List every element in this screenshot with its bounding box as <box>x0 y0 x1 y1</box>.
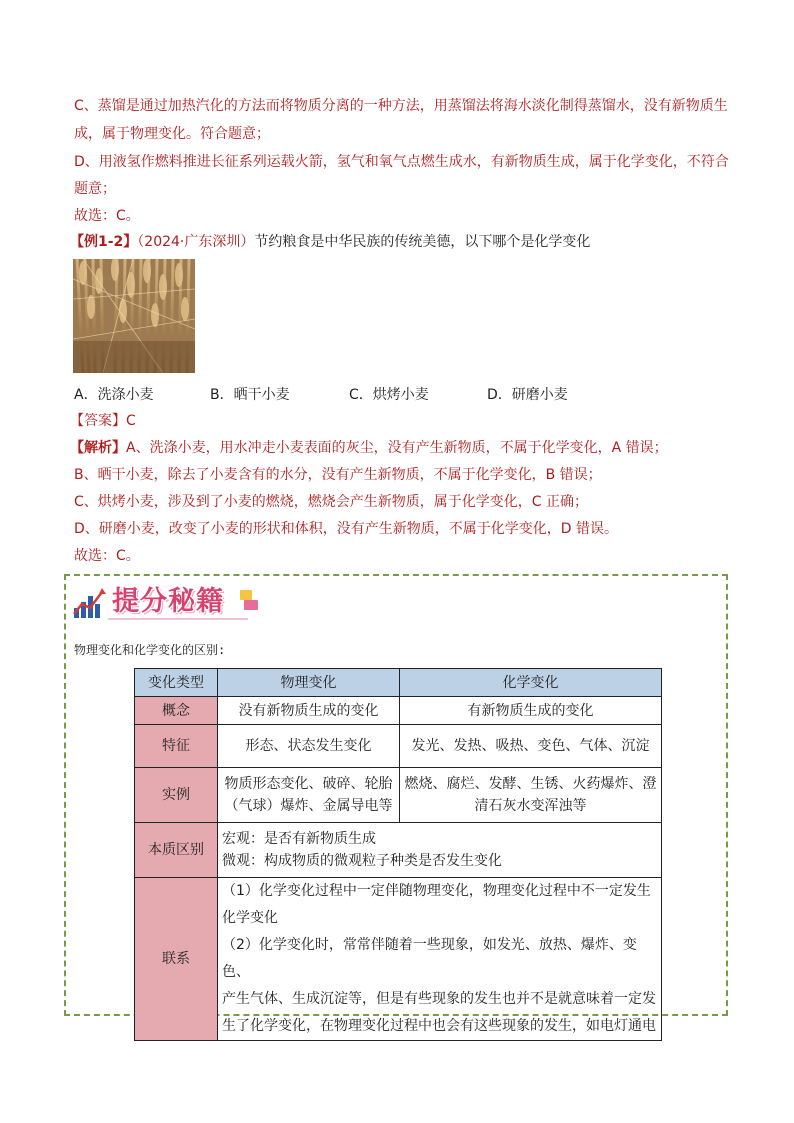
tips-title: 提分秘籍 <box>112 586 224 617</box>
cell-line: 宏观：是否有新物质生成 <box>222 831 376 847</box>
cell-line: 化学变化 <box>222 910 278 926</box>
table-header: 变化类型 <box>135 669 218 697</box>
example-tag: 【例1-2】 <box>70 234 138 250</box>
table-cell: 形态、状态发生变化 <box>218 725 400 768</box>
analysis-d: D、研磨小麦，改变了小麦的形状和体积，没有产生新物质，不属于化学变化，D 错误。 <box>74 521 619 537</box>
table-row <box>135 878 662 1041</box>
answer-d-line1: D、用液氢作燃料推进长征系列运载火箭，氢气和氧气点燃生成水，有新物质生成，属于化学变化，不符合 <box>74 154 729 170</box>
cell-line: 物质形态变化、破碎、轮胎 <box>224 776 393 792</box>
table-row <box>135 697 662 725</box>
cell-line: 燃烧、腐烂、发酵、生锈、火药爆炸、澄 <box>404 776 657 792</box>
option-a: A．洗涤小麦 <box>74 387 154 403</box>
table-header-row <box>135 669 662 697</box>
answer-tag: 【答案】 <box>70 413 126 429</box>
table-header: 化学变化 <box>400 669 662 697</box>
row-label: 联系 <box>135 878 218 1041</box>
option-b: B．晒干小麦 <box>210 387 290 403</box>
answer-value: C <box>126 413 136 429</box>
row-label: 特征 <box>135 725 218 768</box>
answer-line <box>70 412 136 430</box>
table-cell: 没有新物质生成的变化 <box>218 697 400 725</box>
answer-c-line1: C、蒸馏是通过加热汽化的方法而将物质分离的一种方法，用蒸馏法将海水淡化制得蒸馏水，没有新物质生 <box>74 98 728 114</box>
table-cell: 有新物质生成的变化 <box>400 697 662 725</box>
analysis-b: B、晒干小麦，除去了小麦含有的水分，没有产生新物质，不属于化学变化，B 错误； <box>74 467 602 483</box>
answer-c-line2: 成，属于物理变化。符合题意； <box>74 126 270 142</box>
table-cell <box>400 768 662 823</box>
analysis-line-a <box>70 439 668 457</box>
analysis-final: 故选：C。 <box>74 548 140 564</box>
cell-line: 生了化学变化，在物理变化过程中也会有这些现象的发生，如电灯通电 <box>222 1018 656 1034</box>
example-source: （2024·广东深圳） <box>137 234 255 250</box>
analysis-c: C、烘烤小麦，涉及到了小麦的燃烧，燃烧会产生新物质，属于化学变化，C 正确； <box>74 494 588 510</box>
analysis-a: A、洗涤小麦，用水冲走小麦表面的灰尘，没有产生新物质，不属于化学变化，A 错误； <box>126 440 668 456</box>
answer-final-1: 故选：C。 <box>74 208 140 224</box>
comparison-table <box>134 668 662 1041</box>
table-row <box>135 768 662 823</box>
table-row <box>135 725 662 768</box>
table-cell <box>218 823 662 878</box>
wheat-photo-icon <box>73 259 195 373</box>
table-cell <box>218 768 400 823</box>
answer-d-line2: 题意； <box>74 181 116 197</box>
example-question-text: 节约粮食是中华民族的传统美德，以下哪个是化学变化 <box>254 234 591 250</box>
table-row <box>135 823 662 878</box>
row-label: 实例 <box>135 768 218 823</box>
cell-line: 产生气体、生成沉淀等，但是有些现象的发生也并不是就意味着一定发 <box>222 991 656 1007</box>
cell-line: （气球）爆炸、金属导电等 <box>224 798 393 814</box>
option-d: D．研磨小麦 <box>487 387 568 403</box>
example-question <box>70 233 590 251</box>
analysis-tag: 【解析】 <box>70 440 126 456</box>
table-cell <box>218 878 662 1041</box>
cell-line: 清石灰水变浑浊等 <box>474 798 587 814</box>
table-header: 物理变化 <box>218 669 400 697</box>
tips-subtitle: 物理变化和化学变化的区别: <box>74 643 226 657</box>
row-label: 概念 <box>135 697 218 725</box>
cell-line: （2）化学变化时，常常伴随着一些现象，如发光、放热、爆炸、变色、 <box>222 937 637 980</box>
cell-line: 微观：构成物质的微观粒子种类是否发生变化 <box>222 853 502 869</box>
option-c: C．烘烤小麦 <box>349 387 429 403</box>
row-label: 本质区别 <box>135 823 218 878</box>
table-cell: 发光、发热、吸热、变色、气体、沉淀 <box>400 725 662 768</box>
cell-line: （1）化学变化过程中一定伴随物理变化，物理变化过程中不一定发生 <box>222 883 651 899</box>
